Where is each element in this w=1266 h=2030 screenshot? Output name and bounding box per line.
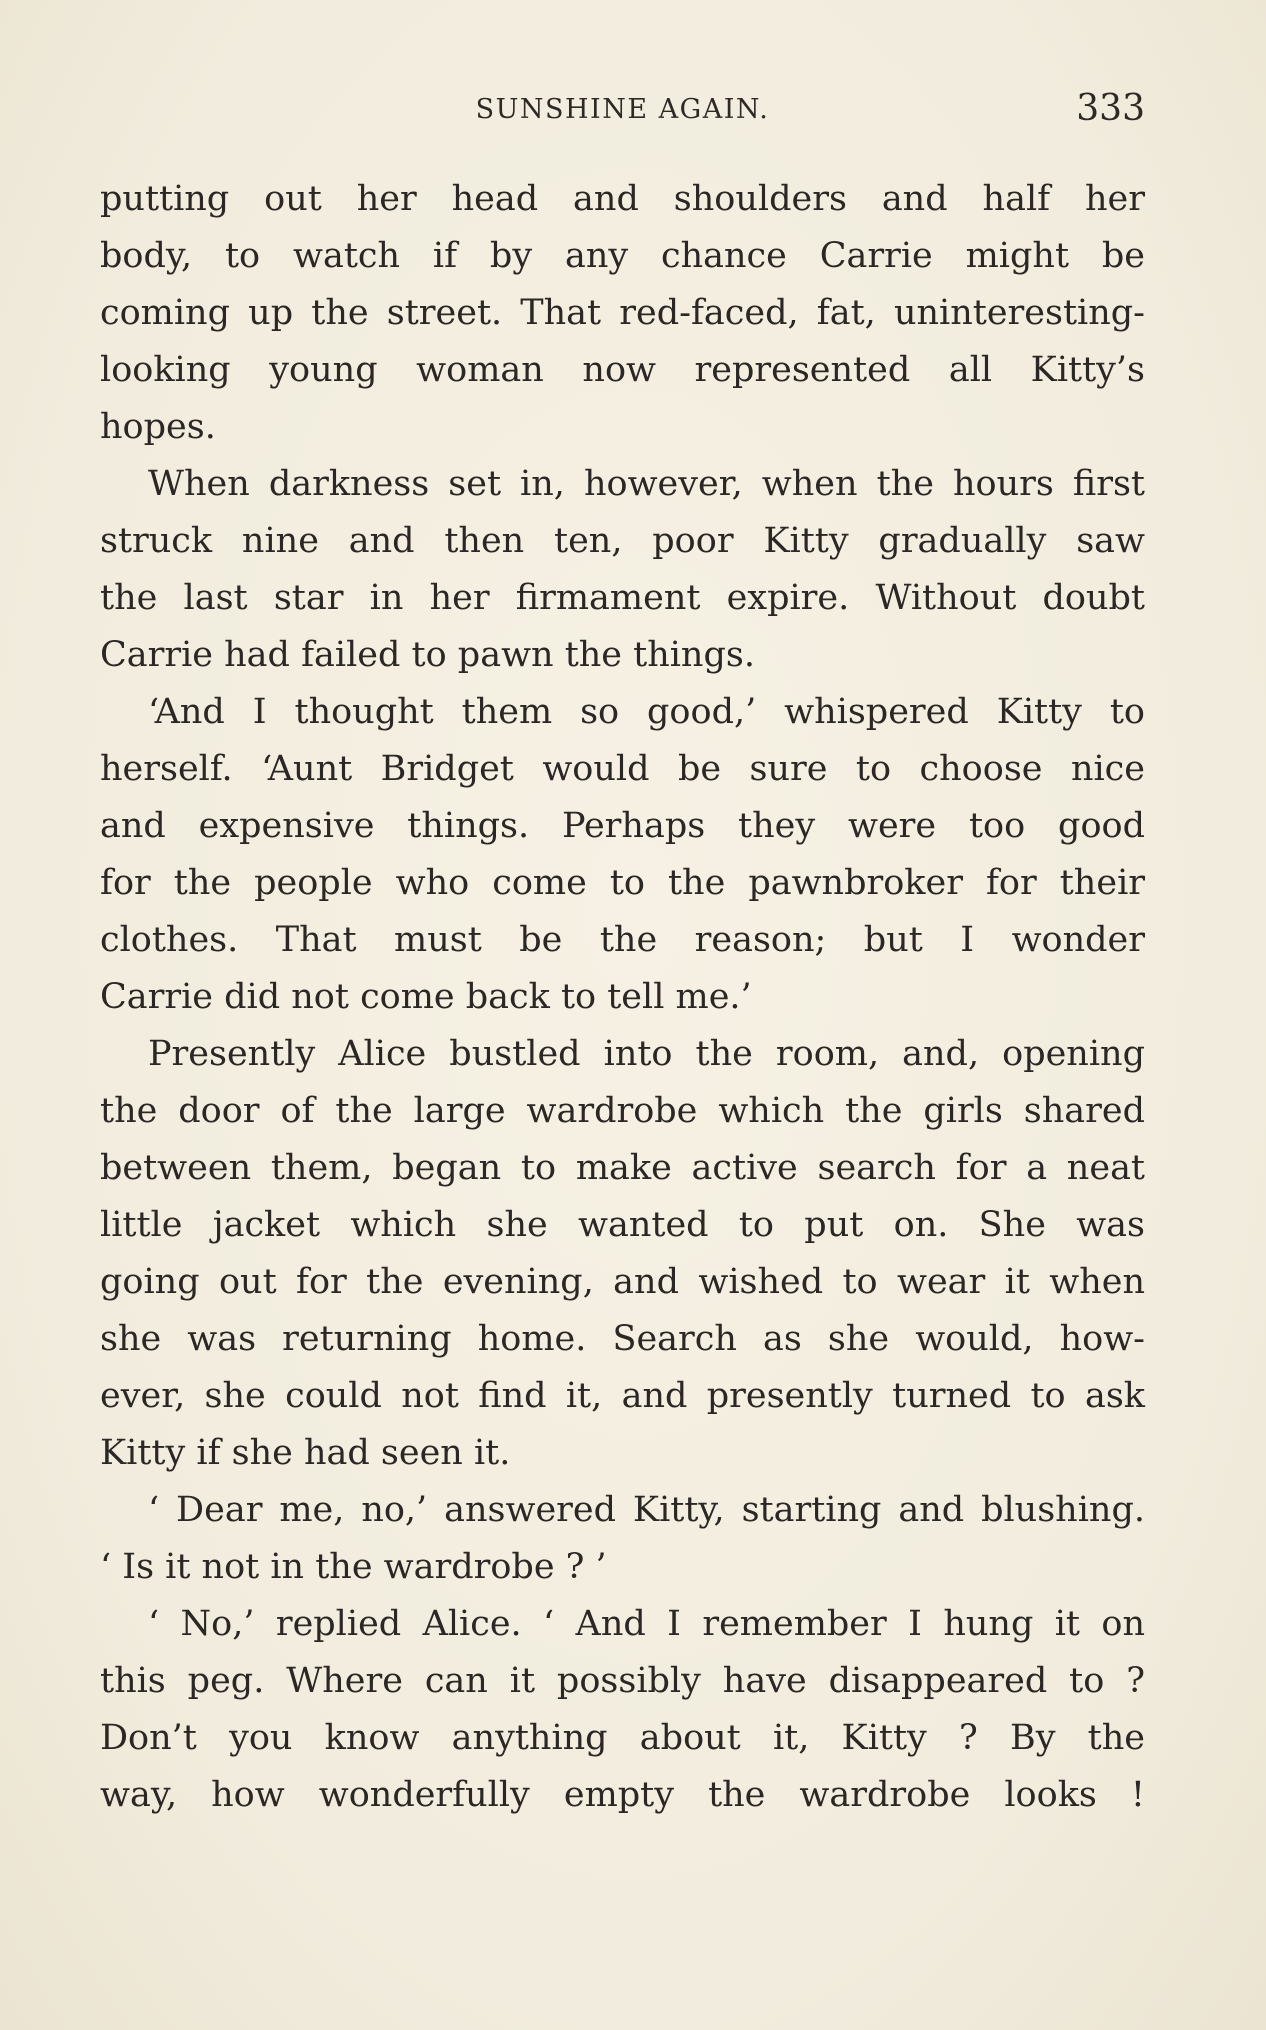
text-line: for the people who come to the pawnbroker for their [100, 863, 1145, 903]
text-line: ‘ No,’ replied Alice. ‘ And I remember I hung it on [148, 1604, 1145, 1644]
running-head: SUNSHINE AGAIN. [475, 94, 770, 125]
text-line: Kitty if she had seen it. [100, 1433, 511, 1473]
text-line: ‘ Is it not in the wardrobe ? ’ [100, 1547, 607, 1587]
text-line: she was returning home. Search as she would, how- [100, 1319, 1145, 1359]
text-line: ever, she could not find it, and presently turned to ask [100, 1376, 1145, 1416]
text-line: When darkness set in, however, when the hours first [148, 464, 1145, 504]
text-line: putting out her head and shoulders and half her [100, 179, 1145, 219]
text-line: going out for the evening, and wished to wear it when [100, 1262, 1145, 1302]
text-line: Carrie had failed to pawn the things. [100, 635, 755, 675]
text-line: Presently Alice bustled into the room, and, opening [148, 1034, 1145, 1074]
text-line: coming up the street. That red-faced, fat, uninteresting- [100, 293, 1145, 333]
text-line: looking young woman now represented all Kitty’s [100, 350, 1145, 390]
text-line: ‘And I thought them so good,’ whispered Kitty to [148, 692, 1145, 732]
text-line: the door of the large wardrobe which the girls shared [100, 1091, 1145, 1131]
text-line: hopes. [100, 407, 216, 447]
text-line: little jacket which she wanted to put on. She was [100, 1205, 1145, 1245]
text-line: way, how wonderfully empty the wardrobe looks ! [100, 1775, 1145, 1815]
text-line: clothes. That must be the reason; but I wonder [100, 920, 1145, 960]
body-text [100, 171, 1145, 1824]
text-line: struck nine and then ten, poor Kitty gradually saw [100, 521, 1145, 561]
page-number: 333 [1076, 88, 1145, 129]
text-line: this peg. Where can it possibly have disappeared to ? [100, 1661, 1145, 1701]
page-header [100, 88, 1145, 138]
text-line: ‘ Dear me, no,’ answered Kitty, starting and blushing. [148, 1490, 1145, 1530]
text-line: herself. ‘Aunt Bridget would be sure to choose nice [100, 749, 1145, 789]
text-line: Don’t you know anything about it, Kitty ? By the [100, 1718, 1145, 1758]
text-line: and expensive things. Perhaps they were too good [100, 806, 1145, 846]
text-line: Carrie did not come back to tell me.’ [100, 977, 752, 1017]
text-line: the last star in her firmament expire. Without doubt [100, 578, 1145, 618]
text-line: body, to watch if by any chance Carrie might be [100, 236, 1145, 276]
text-line: between them, began to make active search for a neat [100, 1148, 1145, 1188]
